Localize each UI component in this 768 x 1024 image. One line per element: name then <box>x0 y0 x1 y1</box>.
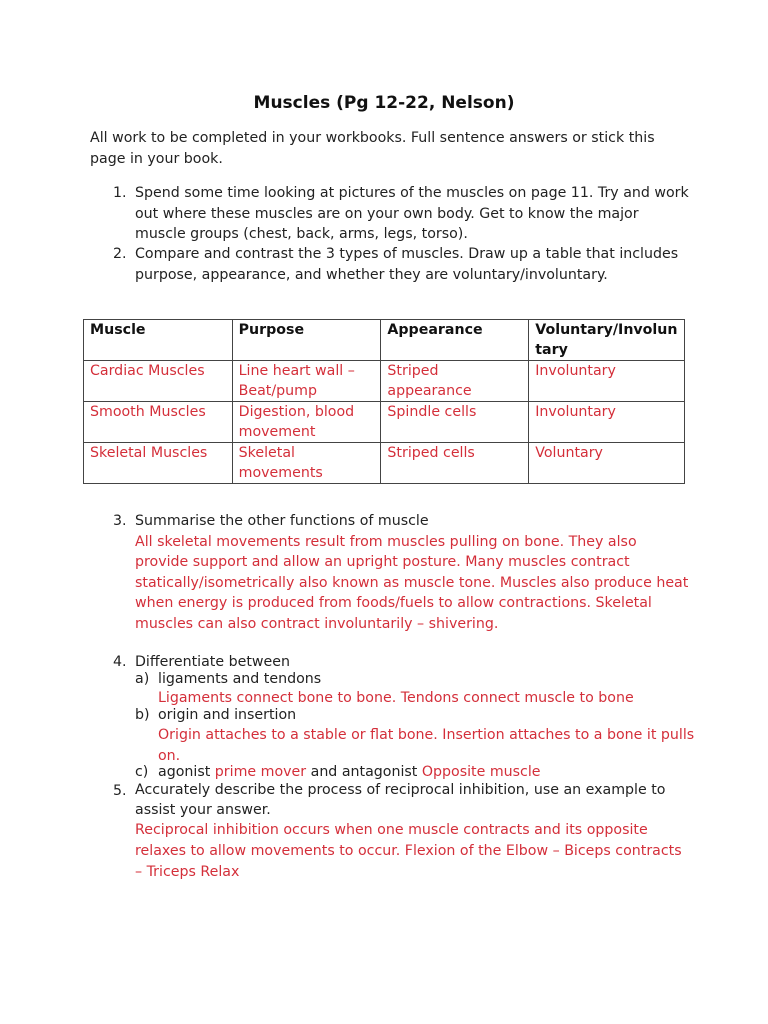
header-purpose: Purpose <box>232 320 381 361</box>
table-cell: Digestion, blood movement <box>232 402 381 443</box>
part-label: b) <box>135 707 150 723</box>
part-label: a) <box>135 671 150 687</box>
question-text: Compare and contrast the 3 types of muscles. Draw up a table that includes purpose, appearance, and whether they are voluntary/involuntary. <box>135 246 679 283</box>
header-appearance: Appearance <box>381 320 529 361</box>
table-row <box>84 402 685 443</box>
part-text-line <box>158 763 695 782</box>
part-text: origin and insertion <box>158 707 297 723</box>
question-4c <box>135 763 695 782</box>
part-text: agonist <box>158 764 211 780</box>
answer-text: All skeletal movements result from muscles pulling on bone. They also provide support and allow an upright posture. Many muscles contract statically/isometrically also known as muscle tone. Muscles also produce heat when energy is produced from foods/fuels to allow contractions. Skeletal muscles can also contract involuntarily – shivering. <box>135 533 689 632</box>
header-voluntary: Voluntary/Involuntary <box>529 320 685 361</box>
table-cell: Voluntary <box>529 443 685 484</box>
question-4a <box>135 670 695 708</box>
table-row <box>84 443 685 484</box>
question-number: 1. <box>113 185 127 201</box>
page-title: Muscles (Pg 12-22, Nelson) <box>253 93 515 113</box>
part-text: ligaments and tendons <box>158 671 322 687</box>
table-cell: Striped appearance <box>381 361 529 402</box>
answer-text: Ligaments connect bone to bone. Tendons connect muscle to bone <box>158 690 634 706</box>
table-cell: Smooth Muscles <box>84 402 233 443</box>
intro-paragraph: All work to be completed in your workbooks. Full sentence answers or stick this page in your book. <box>90 130 655 167</box>
table-cell: Cardiac Muscles <box>84 361 233 402</box>
answer-text: Reciprocal inhibition occurs when one muscle contracts and its opposite relaxes to allow movements to occur. Flexion of the Elbow – Biceps contracts – Triceps Relax <box>135 822 682 880</box>
part-text: and antagonist <box>310 764 418 780</box>
muscle-types-table <box>83 319 685 484</box>
table-cell: Involuntary <box>529 361 685 402</box>
answer-text: prime mover <box>214 764 307 780</box>
question-number: 3. <box>113 513 127 529</box>
table-cell: Skeletal movements <box>232 443 381 484</box>
question-number: 2. <box>113 246 127 262</box>
question-text: Spend some time looking at pictures of the muscles on page 11. Try and work out where these muscles are on your own body. Get to know the major muscle groups (chest, back, arms, legs, torso). <box>135 185 689 242</box>
answer-text: Origin attaches to a stable or flat bone. Insertion attaches to a bone it pulls on. <box>158 727 695 764</box>
question-5 <box>113 781 693 883</box>
part-label: c) <box>135 764 149 780</box>
table-row <box>84 361 685 402</box>
question-1 <box>113 183 693 245</box>
table-cell: Skeletal Muscles <box>84 443 233 484</box>
question-text: Differentiate between <box>135 654 290 670</box>
question-text: Summarise the other functions of muscle <box>135 513 429 529</box>
table-cell: Striped cells <box>381 443 529 484</box>
question-number: 5. <box>113 783 127 799</box>
question-4b <box>135 706 695 766</box>
answer-text: Opposite muscle <box>421 764 541 780</box>
question-number: 4. <box>113 654 127 670</box>
table-cell: Spindle cells <box>381 402 529 443</box>
question-2 <box>113 244 693 285</box>
table-cell: Line heart wall – Beat/pump <box>232 361 381 402</box>
header-muscle: Muscle <box>84 320 233 361</box>
question-text: Accurately describe the process of reciprocal inhibition, use an example to assist your answer. <box>135 782 666 818</box>
table-cell: Involuntary <box>529 402 685 443</box>
question-3 <box>113 511 693 634</box>
table-header-row <box>84 320 685 361</box>
